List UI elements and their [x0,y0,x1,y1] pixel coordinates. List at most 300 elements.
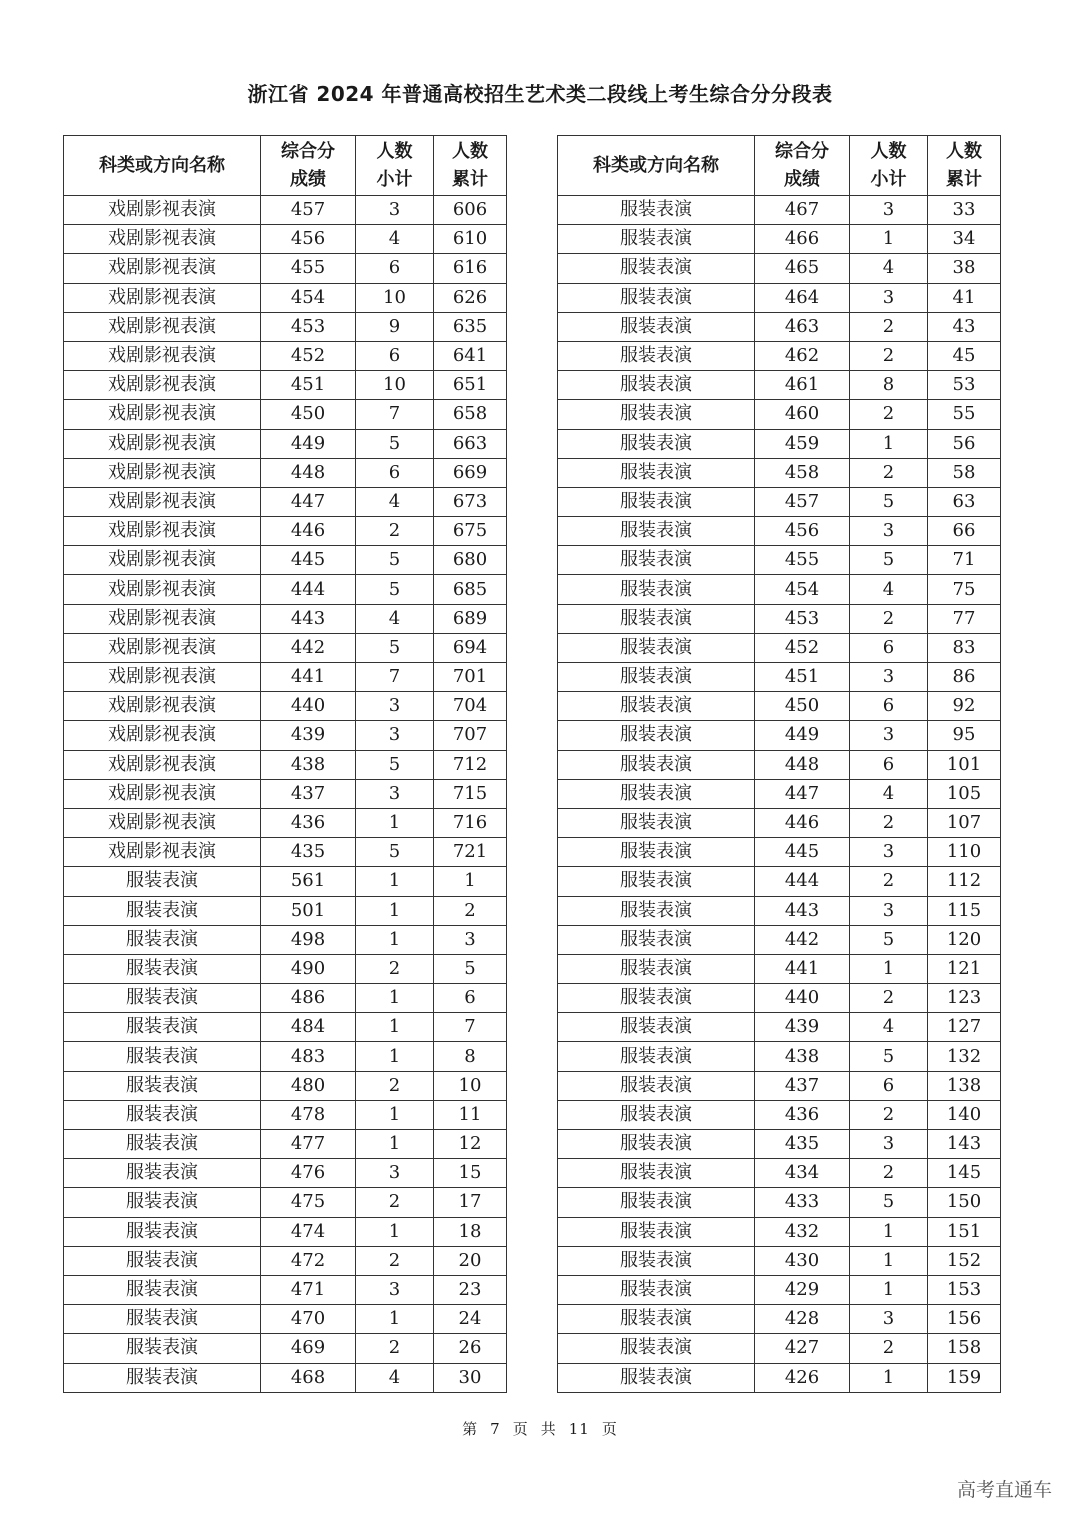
cell-cumulative: 156 [928,1305,1001,1334]
cell-score: 446 [261,517,356,546]
cell-score: 430 [755,1246,850,1275]
cell-score: 461 [755,371,850,400]
cell-name: 服装表演 [64,1071,261,1100]
cell-score: 477 [261,1130,356,1159]
cell-score: 467 [755,196,850,225]
table-row [64,254,507,283]
cell-count: 6 [850,750,928,779]
cell-count: 5 [356,750,434,779]
cell-name: 服装表演 [558,604,755,633]
cell-cumulative: 6 [434,984,507,1013]
cell-score: 428 [755,1305,850,1334]
cell-score: 441 [261,663,356,692]
cell-cumulative: 626 [434,283,507,312]
cell-count: 6 [356,341,434,370]
table-row [64,546,507,575]
table-row [558,954,1001,983]
cell-score: 444 [261,575,356,604]
table-row [64,692,507,721]
cell-name: 服装表演 [558,196,755,225]
cell-score: 432 [755,1217,850,1246]
cell-score: 429 [755,1275,850,1304]
cell-cumulative: 63 [928,487,1001,516]
cell-cumulative: 120 [928,925,1001,954]
cell-cumulative: 3 [434,925,507,954]
cell-cumulative: 5 [434,954,507,983]
cell-cumulative: 153 [928,1275,1001,1304]
cell-cumulative: 95 [928,721,1001,750]
table-row [64,1275,507,1304]
cell-count: 1 [356,1217,434,1246]
cell-cumulative: 83 [928,633,1001,662]
cell-cumulative: 33 [928,196,1001,225]
cell-cumulative: 30 [434,1363,507,1392]
cell-cumulative: 7 [434,1013,507,1042]
cell-cumulative: 45 [928,341,1001,370]
cell-score: 462 [755,341,850,370]
cell-name: 戏剧影视表演 [64,663,261,692]
table-row [558,1071,1001,1100]
cell-count: 1 [850,1217,928,1246]
table-row [558,984,1001,1013]
cell-count: 2 [850,1159,928,1188]
table-row [558,1100,1001,1129]
cell-name: 服装表演 [558,458,755,487]
cell-cumulative: 143 [928,1130,1001,1159]
cell-score: 440 [261,692,356,721]
cell-name: 服装表演 [558,808,755,837]
cell-count: 3 [356,721,434,750]
cell-cumulative: 721 [434,838,507,867]
cell-name: 服装表演 [558,1130,755,1159]
cell-count: 6 [850,1071,928,1100]
table-row [558,1334,1001,1363]
table-row [558,867,1001,896]
cell-count: 1 [356,896,434,925]
cell-score: 434 [755,1159,850,1188]
table-row [64,663,507,692]
cell-name: 服装表演 [558,896,755,925]
table-row [558,283,1001,312]
cell-count: 2 [356,1334,434,1363]
cell-score: 476 [261,1159,356,1188]
cell-name: 服装表演 [558,1275,755,1304]
cell-count: 2 [850,312,928,341]
header-cumulative: 人数 累计 [928,136,1001,196]
cell-cumulative: 8 [434,1042,507,1071]
cell-cumulative: 115 [928,896,1001,925]
cell-name: 服装表演 [64,954,261,983]
table-row [64,896,507,925]
cell-score: 464 [755,283,850,312]
cell-cumulative: 58 [928,458,1001,487]
cell-cumulative: 138 [928,1071,1001,1100]
cell-count: 4 [356,487,434,516]
cell-score: 458 [755,458,850,487]
cell-cumulative: 610 [434,225,507,254]
table-row [558,1042,1001,1071]
table-row [558,1246,1001,1275]
cell-name: 戏剧影视表演 [64,400,261,429]
cell-cumulative: 635 [434,312,507,341]
cell-count: 3 [850,721,928,750]
cell-count: 2 [850,984,928,1013]
cell-count: 2 [850,867,928,896]
table-row [64,1334,507,1363]
cell-cumulative: 658 [434,400,507,429]
cell-count: 1 [850,1275,928,1304]
cell-cumulative: 77 [928,604,1001,633]
cell-score: 426 [755,1363,850,1392]
cell-count: 5 [356,429,434,458]
cell-count: 7 [356,400,434,429]
table-row [64,400,507,429]
table-row [558,487,1001,516]
cell-name: 服装表演 [558,1334,755,1363]
cell-score: 457 [755,487,850,516]
cell-score: 460 [755,400,850,429]
cell-count: 2 [356,954,434,983]
cell-name: 戏剧影视表演 [64,196,261,225]
watermark-text: 高考直通车 [956,1479,1052,1501]
cell-count: 10 [356,371,434,400]
table-row [64,954,507,983]
table-row [64,517,507,546]
table-row [558,429,1001,458]
header-name: 科类或方向名称 [64,136,261,196]
table-row [558,517,1001,546]
cell-cumulative: 17 [434,1188,507,1217]
cell-name: 服装表演 [64,1100,261,1129]
cell-cumulative: 716 [434,808,507,837]
cell-name: 服装表演 [558,1246,755,1275]
cell-score: 435 [755,1130,850,1159]
cell-count: 3 [356,779,434,808]
cell-count: 4 [850,779,928,808]
cell-count: 3 [850,663,928,692]
cell-score: 484 [261,1013,356,1042]
cell-count: 8 [850,371,928,400]
cell-count: 2 [850,808,928,837]
cell-score: 452 [755,633,850,662]
cell-score: 446 [755,808,850,837]
cell-count: 5 [850,487,928,516]
cell-score: 471 [261,1275,356,1304]
cell-score: 436 [755,1100,850,1129]
table-row [558,341,1001,370]
cell-score: 445 [755,838,850,867]
table-row [64,1217,507,1246]
cell-count: 3 [850,1130,928,1159]
cell-cumulative: 151 [928,1217,1001,1246]
cell-name: 戏剧影视表演 [64,254,261,283]
cell-count: 2 [850,604,928,633]
cell-cumulative: 53 [928,371,1001,400]
table-row [558,1188,1001,1217]
cell-count: 1 [356,1130,434,1159]
cell-cumulative: 712 [434,750,507,779]
table-row [558,225,1001,254]
cell-name: 服装表演 [64,925,261,954]
cell-score: 455 [755,546,850,575]
table-row [558,1013,1001,1042]
page-title: 浙江省 2024 年普通高校招生艺术类二段线上考生综合分分段表 [247,82,833,106]
header-count: 人数 小计 [850,136,928,196]
cell-name: 服装表演 [558,546,755,575]
cell-cumulative: 66 [928,517,1001,546]
cell-count: 3 [850,283,928,312]
cell-count: 5 [850,1042,928,1071]
cell-cumulative: 675 [434,517,507,546]
cell-count: 3 [850,196,928,225]
cell-name: 戏剧影视表演 [64,458,261,487]
cell-score: 454 [755,575,850,604]
cell-score: 490 [261,954,356,983]
table-row [64,1071,507,1100]
cell-cumulative: 101 [928,750,1001,779]
cell-cumulative: 110 [928,838,1001,867]
cell-score: 444 [755,867,850,896]
cell-name: 服装表演 [558,925,755,954]
cell-count: 3 [850,838,928,867]
cell-score: 474 [261,1217,356,1246]
cell-name: 服装表演 [558,1042,755,1071]
cell-cumulative: 707 [434,721,507,750]
table-row [558,1305,1001,1334]
table-row [64,1013,507,1042]
cell-name: 戏剧影视表演 [64,283,261,312]
cell-cumulative: 704 [434,692,507,721]
cell-cumulative: 673 [434,487,507,516]
cell-name: 戏剧影视表演 [64,546,261,575]
cell-name: 戏剧影视表演 [64,750,261,779]
score-table-right [557,135,1001,1393]
cell-cumulative: 55 [928,400,1001,429]
cell-cumulative: 56 [928,429,1001,458]
cell-score: 498 [261,925,356,954]
cell-cumulative: 10 [434,1071,507,1100]
cell-score: 450 [755,692,850,721]
table-row [558,1363,1001,1392]
cell-score: 442 [755,925,850,954]
cell-score: 447 [261,487,356,516]
cell-count: 1 [356,808,434,837]
cell-name: 服装表演 [558,838,755,867]
cell-cumulative: 132 [928,1042,1001,1071]
cell-score: 466 [755,225,850,254]
table-row [558,312,1001,341]
cell-cumulative: 152 [928,1246,1001,1275]
cell-name: 服装表演 [558,341,755,370]
header-score: 综合分 成绩 [755,136,850,196]
table-row [64,1188,507,1217]
cell-cumulative: 107 [928,808,1001,837]
table-row [64,721,507,750]
cell-name: 服装表演 [558,1013,755,1042]
table-row [64,1363,507,1392]
table-row [558,925,1001,954]
cell-score: 463 [755,312,850,341]
table-row [558,1217,1001,1246]
cell-count: 2 [356,517,434,546]
table-row [64,867,507,896]
cell-count: 10 [356,283,434,312]
table-row [558,575,1001,604]
table-row [64,604,507,633]
cell-name: 服装表演 [64,1275,261,1304]
cell-count: 4 [356,225,434,254]
cell-cumulative: 159 [928,1363,1001,1392]
cell-cumulative: 680 [434,546,507,575]
cell-name: 服装表演 [558,1363,755,1392]
cell-count: 6 [850,692,928,721]
cell-name: 服装表演 [558,517,755,546]
cell-count: 1 [850,1246,928,1275]
cell-count: 1 [356,1013,434,1042]
table-row [64,196,507,225]
table-row [64,1159,507,1188]
cell-name: 服装表演 [558,487,755,516]
cell-name: 服装表演 [64,896,261,925]
cell-score: 448 [755,750,850,779]
table-header-row [558,136,1001,196]
cell-count: 5 [850,1188,928,1217]
cell-score: 501 [261,896,356,925]
score-table-left [63,135,507,1393]
table-row [558,400,1001,429]
cell-score: 472 [261,1246,356,1275]
cell-name: 戏剧影视表演 [64,633,261,662]
cell-count: 2 [356,1188,434,1217]
cell-cumulative: 701 [434,663,507,692]
cell-score: 449 [755,721,850,750]
cell-name: 服装表演 [64,1042,261,1071]
table-row [64,779,507,808]
cell-cumulative: 18 [434,1217,507,1246]
table-row [558,779,1001,808]
cell-cumulative: 1 [434,867,507,896]
cell-name: 服装表演 [64,1188,261,1217]
cell-score: 457 [261,196,356,225]
table-header-row [64,136,507,196]
cell-cumulative: 158 [928,1334,1001,1363]
cell-score: 468 [261,1363,356,1392]
table-row [64,487,507,516]
cell-count: 3 [850,1305,928,1334]
cell-cumulative: 663 [434,429,507,458]
cell-count: 1 [356,1042,434,1071]
cell-name: 服装表演 [558,1100,755,1129]
table-row [64,429,507,458]
cell-name: 服装表演 [558,692,755,721]
table-row [64,633,507,662]
cell-count: 1 [356,925,434,954]
cell-cumulative: 105 [928,779,1001,808]
cell-name: 服装表演 [64,1246,261,1275]
cell-score: 445 [261,546,356,575]
cell-count: 6 [356,254,434,283]
table-row [64,575,507,604]
table-row [558,254,1001,283]
table-row [64,283,507,312]
cell-score: 453 [261,312,356,341]
table-row [558,1275,1001,1304]
cell-score: 449 [261,429,356,458]
cell-cumulative: 41 [928,283,1001,312]
cell-cumulative: 689 [434,604,507,633]
cell-count: 3 [356,692,434,721]
table-row [558,604,1001,633]
cell-name: 服装表演 [558,721,755,750]
cell-cumulative: 86 [928,663,1001,692]
cell-count: 7 [356,663,434,692]
table-row [558,1159,1001,1188]
cell-name: 戏剧影视表演 [64,721,261,750]
cell-name: 服装表演 [64,1013,261,1042]
cell-score: 442 [261,633,356,662]
cell-name: 服装表演 [64,984,261,1013]
cell-cumulative: 92 [928,692,1001,721]
cell-cumulative: 651 [434,371,507,400]
cell-score: 448 [261,458,356,487]
cell-name: 服装表演 [558,1071,755,1100]
cell-name: 戏剧影视表演 [64,371,261,400]
table-row [64,808,507,837]
cell-cumulative: 123 [928,984,1001,1013]
cell-count: 5 [850,546,928,575]
cell-name: 戏剧影视表演 [64,341,261,370]
table-row [558,692,1001,721]
cell-score: 459 [755,429,850,458]
cell-score: 453 [755,604,850,633]
cell-count: 5 [850,925,928,954]
table-row [64,925,507,954]
cell-name: 戏剧影视表演 [64,575,261,604]
cell-score: 452 [261,341,356,370]
cell-score: 437 [755,1071,850,1100]
cell-name: 戏剧影视表演 [64,312,261,341]
cell-cumulative: 15 [434,1159,507,1188]
cell-cumulative: 121 [928,954,1001,983]
header-name: 科类或方向名称 [558,136,755,196]
cell-name: 服装表演 [64,867,261,896]
table-row [558,808,1001,837]
cell-count: 2 [850,458,928,487]
cell-score: 454 [261,283,356,312]
cell-score: 465 [755,254,850,283]
cell-name: 戏剧影视表演 [64,225,261,254]
table-row [558,546,1001,575]
cell-cumulative: 11 [434,1100,507,1129]
cell-name: 服装表演 [558,663,755,692]
cell-count: 1 [356,1100,434,1129]
cell-cumulative: 12 [434,1130,507,1159]
cell-count: 4 [356,604,434,633]
cell-name: 服装表演 [558,575,755,604]
cell-name: 服装表演 [558,1217,755,1246]
cell-name: 服装表演 [64,1159,261,1188]
table-row [558,663,1001,692]
table-row [64,750,507,779]
cell-cumulative: 616 [434,254,507,283]
cell-score: 478 [261,1100,356,1129]
cell-score: 443 [755,896,850,925]
cell-cumulative: 38 [928,254,1001,283]
cell-count: 3 [850,896,928,925]
cell-name: 服装表演 [64,1217,261,1246]
cell-score: 439 [261,721,356,750]
cell-count: 2 [356,1246,434,1275]
